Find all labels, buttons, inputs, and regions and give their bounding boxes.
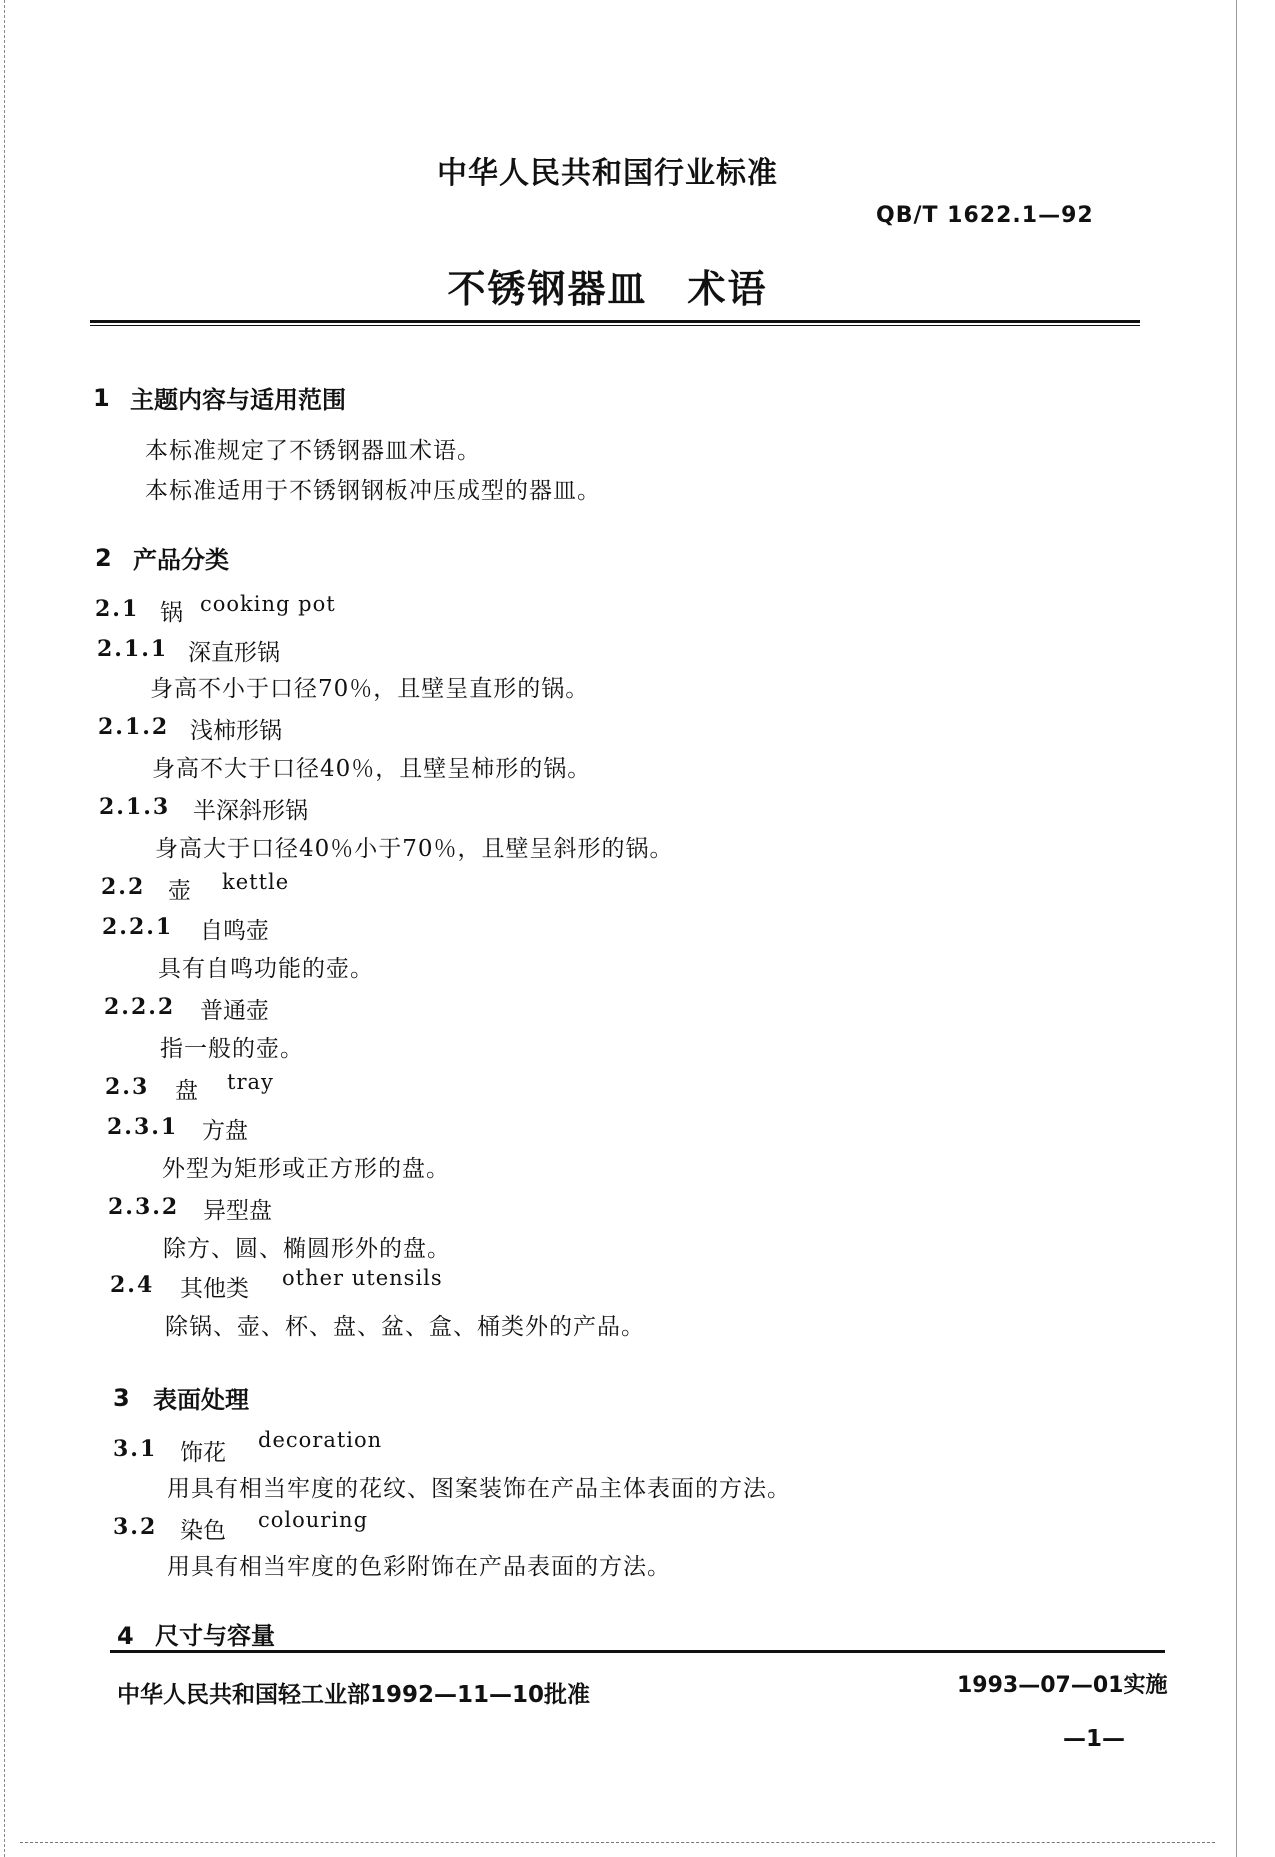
clause-2-3-1-definition: 外型为矩形或正方形的盘。 [162, 1156, 450, 1182]
clause-2-3-term: 盘 [175, 1078, 198, 1104]
clause-2-1-1-term: 深直形锅 [188, 640, 280, 666]
clause-2-1-term: 锅 [160, 600, 183, 626]
clause-3-1-term-en: decoration [258, 1428, 383, 1452]
header-rule-thin [90, 325, 1140, 326]
section-1-title: 主题内容与适用范围 [130, 386, 346, 414]
scan-edge-bottom [20, 1842, 1215, 1843]
clause-3-1-term: 饰花 [180, 1440, 226, 1466]
section-1-para-1: 本标准规定了不锈钢器皿术语。 [145, 438, 481, 464]
clause-2-2-1-term: 自鸣壶 [200, 918, 269, 944]
clause-2-4-definition: 除锅、壶、杯、盘、盆、盒、桶类外的产品。 [165, 1314, 645, 1340]
section-4-number: 4 [117, 1622, 134, 1650]
clause-2-3-term-en: tray [227, 1070, 274, 1094]
clause-2-3-1-number: 2.3.1 [107, 1114, 179, 1140]
clause-2-1-2-term: 浅柿形锅 [190, 718, 282, 744]
clause-2-1-term-en: cooking pot [200, 592, 336, 616]
clause-3-2-term: 染色 [180, 1518, 226, 1544]
clause-2-2-term-en: kettle [222, 870, 290, 894]
clause-2-1-2-number: 2.1.2 [98, 714, 170, 740]
clause-2-1-number: 2.1 [95, 596, 140, 622]
clause-2-2-term: 壶 [168, 878, 191, 904]
standard-title: 中华人民共和国行业标准 [437, 156, 778, 191]
clause-2-1-1-definition: 身高不小于口径70％，且壁呈直形的锅。 [150, 676, 590, 702]
clause-2-4-number: 2.4 [110, 1272, 155, 1298]
clause-3-1-number: 3.1 [113, 1436, 158, 1462]
clause-2-2-2-definition: 指一般的壶。 [160, 1036, 304, 1062]
clause-3-2-term-en: colouring [258, 1508, 369, 1532]
standard-code: QB/T 1622.1—92 [876, 203, 1094, 228]
section-3-number: 3 [113, 1384, 130, 1412]
clause-2-1-3-term: 半深斜形锅 [193, 798, 308, 824]
clause-2-2-2-number: 2.2.2 [104, 994, 176, 1020]
clause-2-2-2-term: 普通壶 [200, 998, 269, 1024]
scan-edge-right [1236, 0, 1237, 1857]
clause-2-2-number: 2.2 [101, 874, 146, 900]
clause-3-1-definition: 用具有相当牢度的花纹、图案装饰在产品主体表面的方法。 [167, 1476, 791, 1502]
clause-2-1-2-definition: 身高不大于口径40％，且壁呈柿形的锅。 [152, 756, 592, 782]
clause-2-1-3-number: 2.1.3 [99, 794, 171, 820]
section-2-number: 2 [95, 544, 112, 572]
clause-2-1-1-number: 2.1.1 [97, 636, 169, 662]
footer-rule [110, 1650, 1165, 1653]
clause-2-2-1-number: 2.2.1 [102, 914, 174, 940]
clause-2-3-1-term: 方盘 [202, 1118, 248, 1144]
effective-date: 1993—07—01实施 [957, 1673, 1168, 1698]
clause-2-4-term-en: other utensils [282, 1266, 443, 1290]
clause-3-2-definition: 用具有相当牢度的色彩附饰在产品表面的方法。 [167, 1554, 671, 1580]
section-1-number: 1 [93, 384, 110, 412]
clause-3-2-number: 3.2 [113, 1514, 158, 1540]
clause-2-3-2-definition: 除方、圆、椭圆形外的盘。 [163, 1236, 451, 1262]
approval-note: 中华人民共和国轻工业部1992—11—10批准 [117, 1682, 591, 1708]
document-title: 不锈钢器皿 术语 [447, 267, 768, 311]
section-1-para-2: 本标准适用于不锈钢钢板冲压成型的器皿。 [145, 478, 601, 504]
section-3-title: 表面处理 [153, 1386, 249, 1414]
clause-2-3-number: 2.3 [105, 1074, 150, 1100]
section-4-title: 尺寸与容量 [155, 1622, 275, 1650]
page-number: —1— [1063, 1726, 1126, 1752]
header-rule [90, 320, 1140, 323]
clause-2-4-term: 其他类 [180, 1276, 249, 1302]
section-2-title: 产品分类 [133, 546, 229, 574]
clause-2-1-3-definition: 身高大于口径40％小于70％，且壁呈斜形的锅。 [155, 836, 674, 862]
clause-2-3-2-term: 异型盘 [203, 1198, 272, 1224]
clause-2-3-2-number: 2.3.2 [108, 1194, 180, 1220]
clause-2-2-1-definition: 具有自鸣功能的壶。 [158, 956, 374, 982]
